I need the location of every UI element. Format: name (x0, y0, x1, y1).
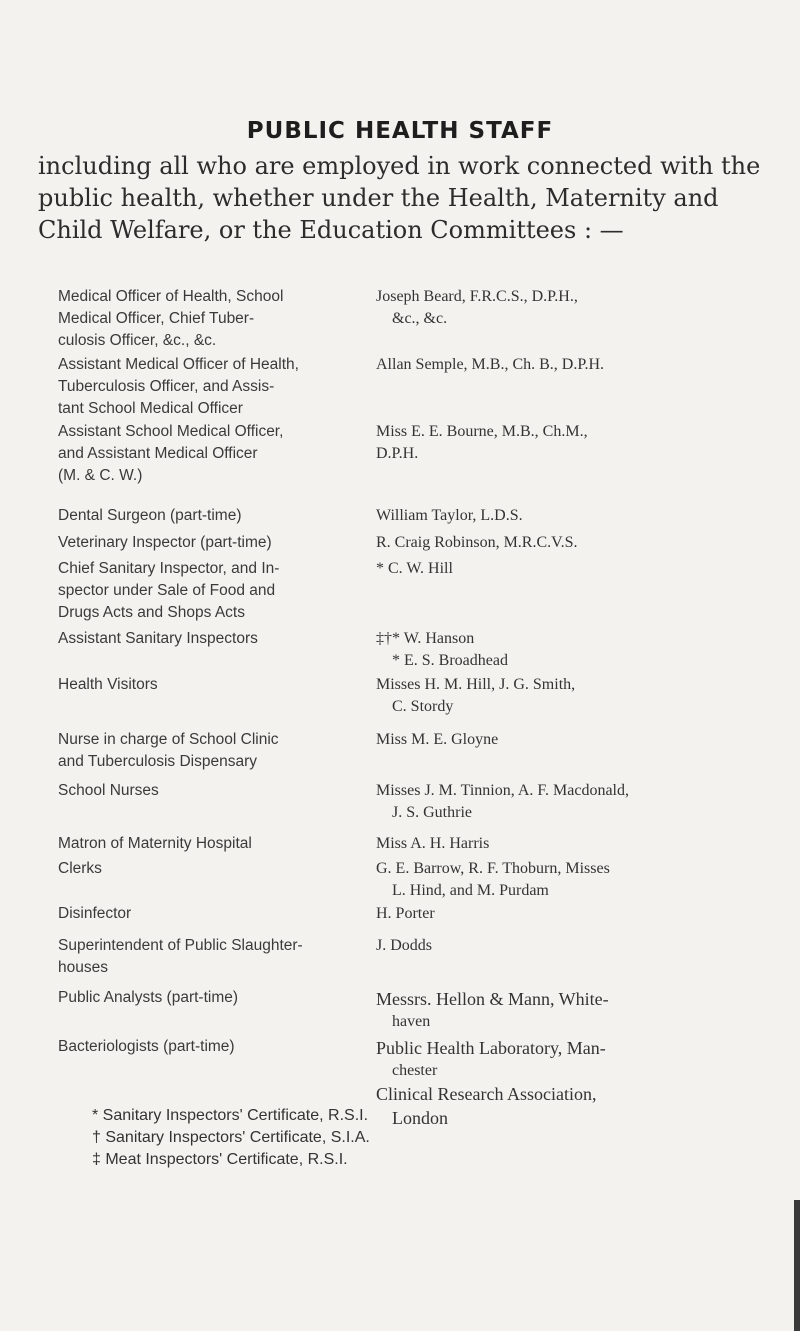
role-cell: Health Visitors (58, 676, 158, 693)
holder-cell: ‡†* W. Hanson * E. S. Broadhead (376, 630, 508, 669)
intro-paragraph: including all who are employed in work connected with the public health, whether under the Health, Maternity and Child Welfare, or the Education Committees : — (38, 152, 761, 244)
holder-cell: Misses H. M. Hill, J. G. Smith, C. Stordy (376, 676, 576, 715)
role-cell: Public Analysts (part-time) (58, 989, 239, 1006)
holder-cell: Joseph Beard, F.R.C.S., D.P.H., &c., &c. (376, 288, 578, 327)
role-cell: Assistant Medical Officer of Health, Tuberculosis Officer, and Assis- tant School Medical Officer (58, 356, 299, 417)
holder-cell: William Taylor, L.D.S. (376, 507, 523, 524)
role-cell: Bacteriologists (part-time) (58, 1038, 235, 1055)
role-cell: Nurse in charge of School Clinic and Tuberculosis Dispensary (58, 731, 279, 770)
role-cell: Disinfector (58, 905, 132, 922)
footnote: ‡ Meat Inspectors' Certificate, R.S.I. (92, 1151, 348, 1168)
holder-cell: J. Dodds (376, 937, 433, 954)
holder-cell: R. Craig Robinson, M.R.C.V.S. (376, 534, 578, 551)
role-cell: Medical Officer of Health, School Medical Officer, Chief Tuber- culosis Officer, &c., &c. (58, 288, 284, 349)
role-cell: Veterinary Inspector (part-time) (58, 534, 272, 551)
role-cell: Superintendent of Public Slaughter- houses (58, 937, 303, 976)
holder-cell: Miss E. E. Bourne, M.B., Ch.M., D.P.H. (376, 423, 588, 462)
role-cell: Chief Sanitary Inspector, and In- spector under Sale of Food and Drugs Acts and Shops Acts (58, 560, 280, 621)
holder-cell: Public Health Laboratory, Man- chester Clinical Research Association, London (376, 1038, 606, 1128)
page-title: PUBLIC HEALTH STAFF (246, 118, 554, 144)
role-cell: Clerks (58, 860, 102, 877)
role-cell: Dental Surgeon (part-time) (58, 507, 242, 524)
footnote: † Sanitary Inspectors' Certificate, S.I.A. (92, 1129, 370, 1146)
footnote: * Sanitary Inspectors' Certificate, R.S.I. (92, 1107, 369, 1124)
page-edge-shadow (794, 1200, 800, 1331)
holder-cell: Messrs. Hellon & Mann, White- haven (376, 989, 609, 1030)
holder-cell: * C. W. Hill (376, 560, 453, 577)
footnotes (92, 1105, 692, 1171)
role-cell: Assistant School Medical Officer, and Assistant Medical Officer (M. & C. W.) (58, 423, 284, 484)
holder-cell: G. E. Barrow, R. F. Thoburn, Misses L. Hind, and M. Purdam (376, 860, 610, 899)
role-cell: School Nurses (58, 782, 159, 799)
holder-cell: Miss M. E. Gloyne (376, 731, 499, 748)
holder-cell: H. Porter (376, 905, 435, 922)
holder-cell: Miss A. H. Harris (376, 835, 490, 852)
holder-cell: Misses J. M. Tinnion, A. F. Macdonald, J. S. Guthrie (376, 782, 629, 821)
role-cell: Assistant Sanitary Inspectors (58, 630, 258, 647)
role-cell: Matron of Maternity Hospital (58, 835, 252, 852)
holder-cell: Allan Semple, M.B., Ch. B., D.P.H. (376, 356, 605, 373)
